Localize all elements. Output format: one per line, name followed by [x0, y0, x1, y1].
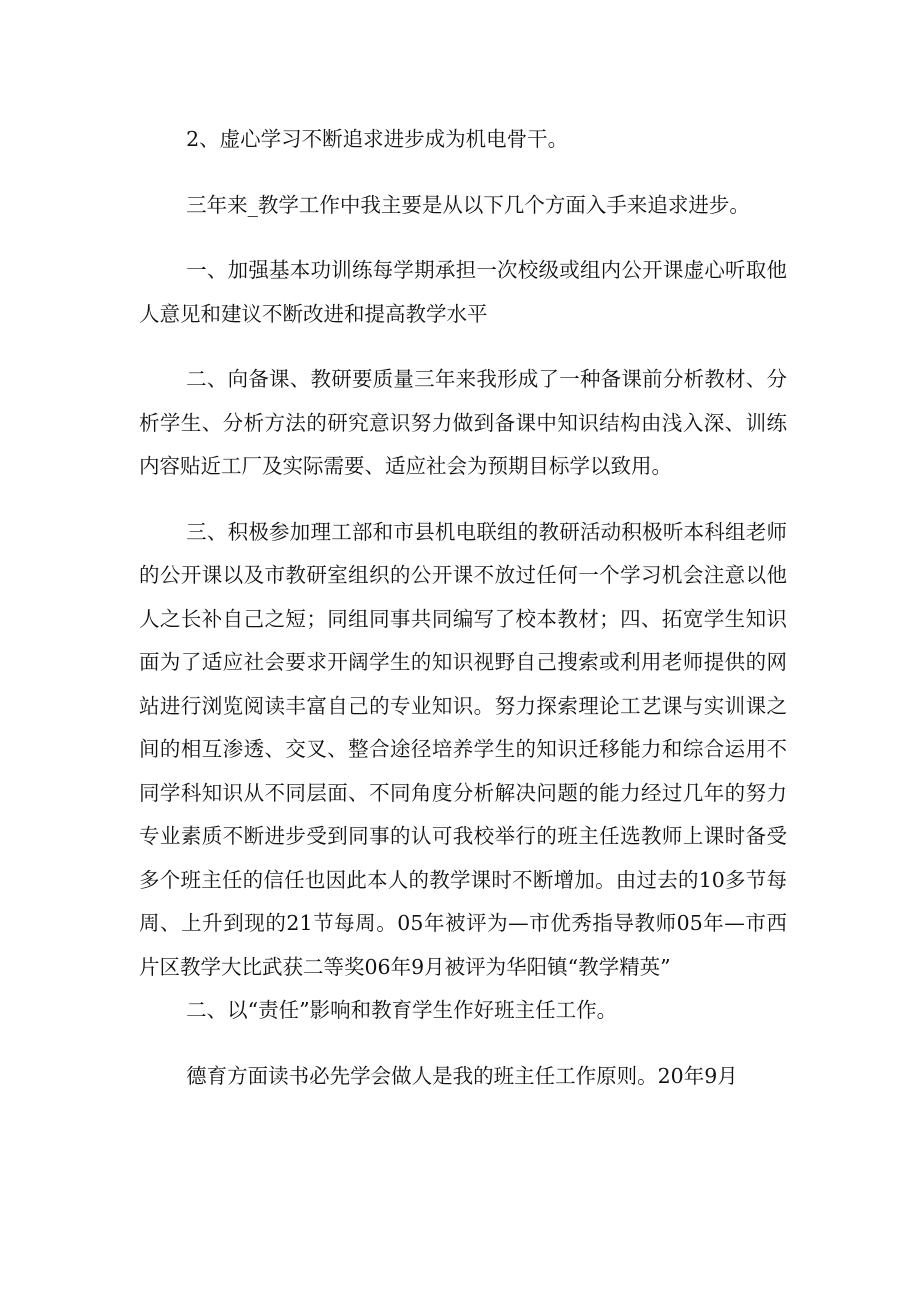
paragraph-5: 三、积极参加理工部和市县机电联组的教研活动积极听本科组老师的公开课以及市教研室组织的公开课不放过任何一个学习机会注意以他人之长补自己之短；同组同事共同编写了校本教材；四、拓宽学生知识面为了适应社会要求开阔学生的知识视野自己搜索或利用老师提供的网站进行浏览阅读丰富自己的专业知识。努力探索理论工艺课与实训课之间的相互渗透、交叉、整合途径培养学生的知识迁移能力和综合运用不同学科知识从不同层面、不同角度分析解决问题的能力经过几年的努力专业素质不断进步受到同事的认可我校举行的班主任选教师上课时备受多个班主任的信任也因此本人的教学课时不断增加。由过去的10多节每周、上升到现的21节每周。05年被评为—市优秀指导教师05年—市西片区教学大比武获二等奖06年9月被评为华阳镇“教学精英” [139, 519, 787, 979]
paragraph-7: 德育方面读书必先学会做人是我的班主任工作原则。20年9月 [186, 1063, 738, 1088]
paragraph-1: 2、虚心学习不断追求进步成为机电骨干。 [186, 127, 569, 151]
paragraph-3: 一、加强基本功训练每学期承担一次校级或组内公开课虚心听取他人意见和建议不断改进和提高教学水平 [139, 258, 787, 326]
paragraph-6: 二、以“责任”影响和教育学生作好班主任工作。 [186, 998, 618, 1022]
paragraph-2: 三年来_教学工作中我主要是从以下几个方面入手来追求进步。 [186, 192, 750, 217]
paragraph-4: 二、向备课、教研要质量三年来我形成了一种备课前分析教材、分析学生、分析方法的研究意识努力做到备课中知识结构由浅入深、训练内容贴近工厂及实际需要、适应社会为预期目标学以致用。 [139, 367, 787, 478]
document-body [139, 118, 787, 1098]
